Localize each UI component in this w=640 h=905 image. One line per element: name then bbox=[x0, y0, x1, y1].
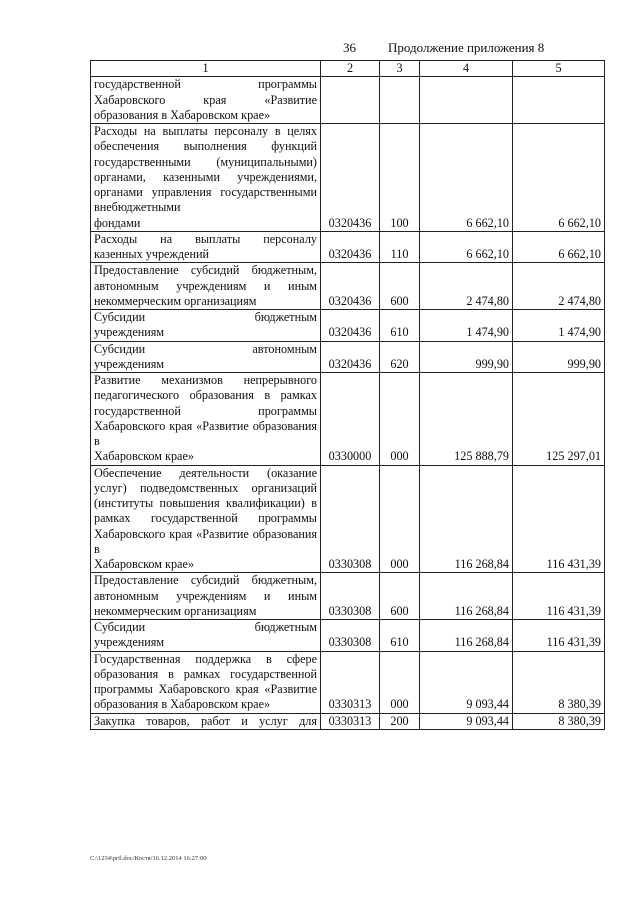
row-name-text: Расходы на выплаты персоналу bbox=[94, 231, 317, 246]
row-expense-type: 600 bbox=[380, 573, 420, 620]
table-row bbox=[91, 263, 605, 310]
row-sum-2015: 6 662,10 bbox=[420, 231, 513, 263]
row-sum-2015: 116 268,84 bbox=[420, 573, 513, 620]
row-target-code: 0320436 bbox=[321, 231, 380, 263]
row-name-last-line: учреждениям bbox=[94, 635, 165, 650]
row-name-text: Субсидии бюджетным bbox=[94, 310, 317, 324]
row-expense-type: 000 bbox=[380, 465, 420, 573]
row-name-text: Развитие механизмов непрерывного педагогического образования в рамках государственной программы Хабаровского края «Развитие образования в bbox=[94, 373, 317, 448]
row-sum-2016: 2 474,80 bbox=[513, 263, 605, 310]
row-sum-2016: 8 380,39 bbox=[513, 713, 605, 729]
table-row bbox=[91, 620, 605, 652]
row-target-code: 0330308 bbox=[321, 620, 380, 652]
row-name bbox=[91, 77, 321, 124]
table-row bbox=[91, 713, 605, 729]
table-row bbox=[91, 231, 605, 263]
row-name bbox=[91, 465, 321, 573]
column-header: 5 bbox=[513, 61, 605, 77]
row-target-code: 0330313 bbox=[321, 713, 380, 729]
row-sum-2015 bbox=[420, 77, 513, 124]
row-name-text: Расходы на выплаты персоналу в целях обеспечения выполнения функций государственными (муниципальными) органами, казенными учреждениями, органами управления государственными внебюджетными bbox=[94, 124, 317, 215]
row-sum-2016: 999,90 bbox=[513, 341, 605, 373]
row-sum-2016: 6 662,10 bbox=[513, 231, 605, 263]
row-expense-type: 600 bbox=[380, 263, 420, 310]
row-name-last-line: образования в Хабаровском крае» bbox=[94, 697, 271, 712]
row-expense-type: 110 bbox=[380, 231, 420, 263]
row-name-last-line: учреждениям bbox=[94, 356, 165, 371]
continuation-heading: Продолжение приложения 8 bbox=[388, 40, 545, 55]
row-expense-type: 100 bbox=[380, 124, 420, 232]
row-sum-2015: 116 268,84 bbox=[420, 620, 513, 652]
table-row bbox=[91, 573, 605, 620]
table-body bbox=[91, 77, 605, 730]
row-name bbox=[91, 573, 321, 620]
row-name-text: Закупка товаров, работ и услуг для bbox=[94, 713, 317, 728]
table-row bbox=[91, 341, 605, 373]
row-target-code: 0330308 bbox=[321, 573, 380, 620]
row-target-code: 0320436 bbox=[321, 341, 380, 373]
row-sum-2015: 2 474,80 bbox=[420, 263, 513, 310]
column-header: 3 bbox=[380, 61, 420, 77]
row-name-last-line: Хабаровском крае» bbox=[94, 449, 194, 464]
row-name bbox=[91, 620, 321, 652]
row-name bbox=[91, 310, 321, 342]
row-expense-type: 000 bbox=[380, 373, 420, 466]
row-name-last-line: некоммерческим организациям bbox=[94, 293, 257, 308]
row-name bbox=[91, 263, 321, 310]
row-target-code: 0330313 bbox=[321, 651, 380, 713]
file-path-footer: C:\1234\pril.doc/Костя/16.12.2014 16:27:00 bbox=[90, 855, 207, 862]
row-name-last-line: казенных учреждений bbox=[94, 247, 210, 261]
row-sum-2015: 1 474,90 bbox=[420, 310, 513, 342]
row-sum-2016: 125 297,01 bbox=[513, 373, 605, 466]
row-sum-2015: 116 268,84 bbox=[420, 465, 513, 573]
row-name-text: Субсидии автономным bbox=[94, 341, 317, 356]
row-name-text: Субсидии бюджетным bbox=[94, 620, 317, 634]
row-name-text: Государственная поддержка в сфере образования в рамках государственной программы Хабаровского края «Развитие bbox=[94, 651, 317, 696]
row-sum-2016: 1 474,90 bbox=[513, 310, 605, 342]
row-name bbox=[91, 373, 321, 466]
table-row bbox=[91, 651, 605, 713]
row-name-text: государственной программы Хабаровского края «Развитие bbox=[94, 77, 317, 107]
row-sum-2015: 9 093,44 bbox=[420, 713, 513, 729]
row-sum-2016: 8 380,39 bbox=[513, 651, 605, 713]
row-expense-type: 620 bbox=[380, 341, 420, 373]
row-name-last-line: некоммерческим организациям bbox=[94, 603, 257, 618]
row-sum-2016: 6 662,10 bbox=[513, 124, 605, 232]
column-header: 4 bbox=[420, 61, 513, 77]
column-header: 2 bbox=[321, 61, 380, 77]
column-number-row bbox=[91, 61, 605, 77]
row-sum-2015: 125 888,79 bbox=[420, 373, 513, 466]
row-target-code bbox=[321, 77, 380, 124]
row-name-text: Предоставление субсидий бюджетным, автономным учреждениям и иным bbox=[94, 263, 317, 293]
row-target-code: 0320436 bbox=[321, 310, 380, 342]
row-name bbox=[91, 713, 321, 729]
row-target-code: 0330308 bbox=[321, 465, 380, 573]
table-row bbox=[91, 373, 605, 466]
row-name-last-line: фондами bbox=[94, 215, 141, 230]
row-expense-type bbox=[380, 77, 420, 124]
column-header: 1 bbox=[91, 61, 321, 77]
budget-table bbox=[90, 60, 605, 730]
row-name bbox=[91, 231, 321, 263]
row-name-last-line: учреждениям bbox=[94, 325, 165, 340]
row-target-code: 0320436 bbox=[321, 124, 380, 232]
row-name-last-line: Хабаровском крае» bbox=[94, 557, 194, 571]
row-name-text: Обеспечение деятельности (оказание услуг) подведомственных организаций (институты повышения квалификации) в рамках государственной программы Хабаровского края «Развитие образования в bbox=[94, 465, 317, 556]
table-row bbox=[91, 465, 605, 573]
row-name bbox=[91, 651, 321, 713]
row-sum-2016: 116 431,39 bbox=[513, 620, 605, 652]
table-row bbox=[91, 77, 605, 124]
row-sum-2016: 116 431,39 bbox=[513, 465, 605, 573]
row-expense-type: 610 bbox=[380, 620, 420, 652]
row-sum-2016 bbox=[513, 77, 605, 124]
row-sum-2015: 9 093,44 bbox=[420, 651, 513, 713]
row-sum-2015: 999,90 bbox=[420, 341, 513, 373]
page-number: 36 bbox=[343, 40, 356, 55]
table-row bbox=[91, 310, 605, 342]
row-expense-type: 200 bbox=[380, 713, 420, 729]
row-sum-2015: 6 662,10 bbox=[420, 124, 513, 232]
row-name bbox=[91, 124, 321, 232]
row-expense-type: 610 bbox=[380, 310, 420, 342]
row-name-last-line: образования в Хабаровском крае» bbox=[94, 107, 271, 122]
table-row bbox=[91, 124, 605, 232]
row-sum-2016: 116 431,39 bbox=[513, 573, 605, 620]
row-name bbox=[91, 341, 321, 373]
row-expense-type: 000 bbox=[380, 651, 420, 713]
row-name-text: Предоставление субсидий бюджетным, автономным учреждениям и иным bbox=[94, 573, 317, 603]
row-target-code: 0330000 bbox=[321, 373, 380, 466]
row-target-code: 0320436 bbox=[321, 263, 380, 310]
